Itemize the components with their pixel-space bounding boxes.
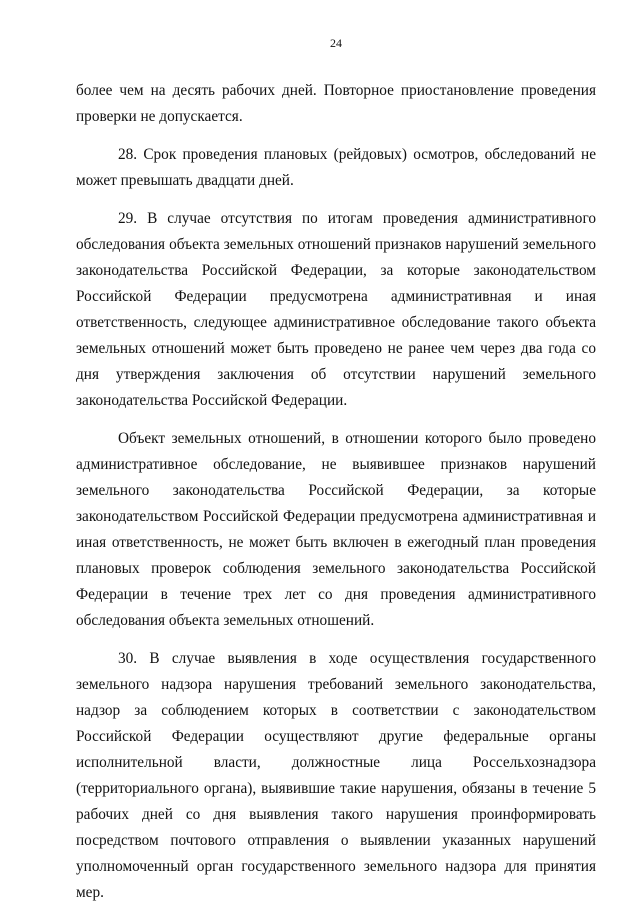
paragraph-object: Объект земельных отношений, в отношении которого было проведено административное обследование, не выявившее признаков нарушений земельного законодательства Российской Федерации, за которые законодательством Российской Федерации предусмотрена административная и иная ответственность, не может быть включен в ежегодный план проведения плановых проверок соблюдения земельного законодательства Российской Федерации в течение трех лет со дня проведения административного обследования объекта земельных отношений. xyxy=(76,430,596,629)
paragraph-28: 28. Срок проведения плановых (рейдовых) осмотров, обследований не может превышать двадцати дней. xyxy=(76,146,596,189)
paragraph-29: 29. В случае отсутствия по итогам проведения административного обследования объекта земельных отношений признаков нарушений земельного законодательства Российской Федерации, за которые законодательством Российской Федерации предусмотрена административная и иная ответственность, следующее административное обследование такого объекта земельных отношений может быть проведено не ранее чем через два года со дня утверждения заключения об отсутствии нарушений земельного законодательства Российской Федерации. xyxy=(76,210,596,409)
paragraph-continuation: более чем на десять рабочих дней. Повторное приостановление проведения проверки не допускается. xyxy=(76,82,596,125)
document-body xyxy=(76,78,596,906)
paragraph-30: 30. В случае выявления в ходе осуществления государственного земельного надзора нарушения требований земельного законодательства, надзор за соблюдением которых в соответствии с законодательством Российской Федерации осуществляют другие федеральные органы исполнительной власти, должностные лица Россельхознадзора (территориального органа), выявившие такие нарушения, обязаны в течение 5 рабочих дней со дня выявления такого нарушения проинформировать посредством почтового отправления о выявлении указанных нарушений уполномоченный орган государственного земельного надзора для принятия мер. xyxy=(76,650,596,901)
page-number: 24 xyxy=(330,36,342,50)
